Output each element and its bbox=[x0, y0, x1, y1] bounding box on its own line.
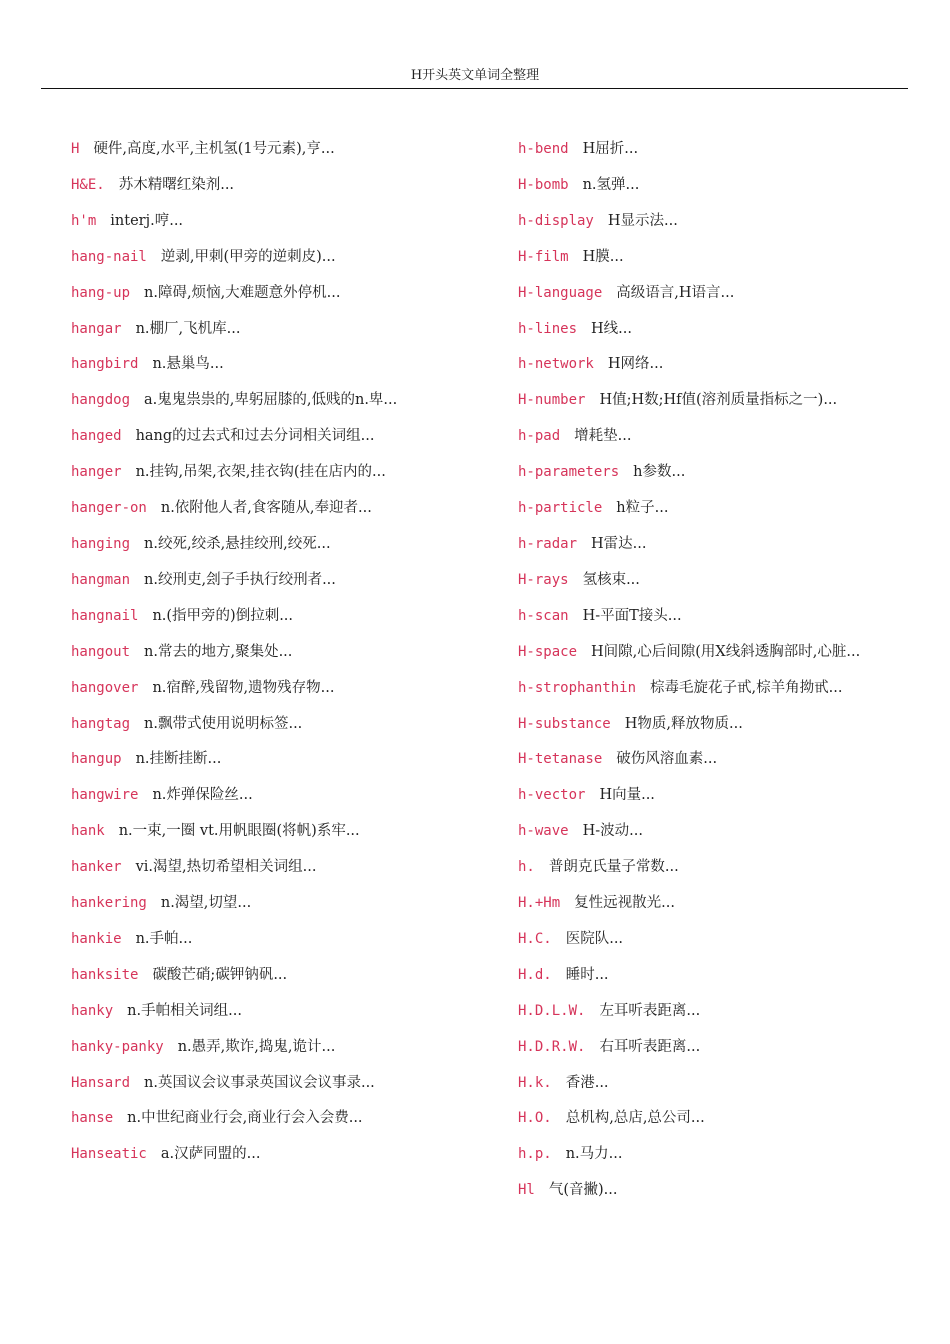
dictionary-entry bbox=[53, 312, 423, 348]
entry-term: hangup bbox=[71, 751, 122, 768]
page-header-title: H开头英文单词全整理 bbox=[410, 68, 540, 83]
entry-term: h-network bbox=[518, 356, 594, 373]
entry-definition: H屈折... bbox=[582, 141, 639, 157]
entry-definition: n.手帕相关词组... bbox=[127, 1002, 242, 1019]
entry-definition: 高级语言,H语言... bbox=[616, 284, 735, 301]
entry-definition: 香港... bbox=[565, 1074, 609, 1091]
entry-definition: 右耳听表距离... bbox=[599, 1038, 701, 1055]
entry-definition: hang的过去式和过去分词相关词组... bbox=[135, 428, 375, 445]
dictionary-entry bbox=[53, 671, 423, 707]
dictionary-entry bbox=[500, 383, 900, 419]
entry-term: h-vector bbox=[518, 787, 586, 804]
dictionary-entry bbox=[53, 132, 423, 168]
entry-term: hangman bbox=[71, 571, 131, 588]
entry-term: hangover bbox=[71, 679, 139, 696]
dictionary-entry bbox=[500, 994, 900, 1030]
entry-definition: n.悬巢鸟... bbox=[152, 356, 224, 373]
entry-term: hanger bbox=[71, 464, 122, 481]
entry-definition: 医院队... bbox=[565, 930, 624, 947]
entry-term: H.D.L.W. bbox=[518, 1002, 586, 1019]
entry-definition: n.英国议会议事录英国议会议事录... bbox=[144, 1074, 375, 1091]
dictionary-entry bbox=[500, 1137, 900, 1173]
entry-term: h'm bbox=[71, 212, 97, 229]
dictionary-entry bbox=[53, 778, 423, 814]
dictionary-entry bbox=[53, 994, 423, 1030]
dictionary-entry bbox=[500, 204, 900, 240]
entry-term: H-language bbox=[518, 284, 603, 301]
dictionary-entry bbox=[53, 527, 423, 563]
entry-term: h-display bbox=[518, 212, 594, 229]
entry-term: H.O. bbox=[518, 1110, 552, 1127]
dictionary-entry bbox=[53, 240, 423, 276]
entry-definition: n.挂断挂断... bbox=[135, 751, 222, 768]
entry-definition: 苏木精曙红染剂... bbox=[118, 176, 235, 193]
entry-term: H-film bbox=[518, 248, 569, 265]
entry-term: h-bend bbox=[518, 141, 569, 157]
dictionary-entry bbox=[53, 886, 423, 922]
dictionary-entry bbox=[53, 1137, 423, 1173]
entry-definition: interj.哼... bbox=[110, 212, 184, 229]
entry-definition: H间隙,心后间隙(用X线斜透胸部时,心脏... bbox=[591, 643, 861, 660]
dictionary-entry bbox=[53, 1101, 423, 1137]
dictionary-entry bbox=[500, 814, 900, 850]
entry-term: hangout bbox=[71, 643, 131, 660]
dictionary-entry bbox=[500, 671, 900, 707]
dictionary-entry bbox=[53, 814, 423, 850]
entry-definition: n.(指甲旁的)倒拉刺... bbox=[152, 607, 294, 624]
entry-term: h-particle bbox=[518, 500, 603, 517]
dictionary-entry bbox=[500, 563, 900, 599]
dictionary-entry bbox=[53, 419, 423, 455]
dictionary-entry bbox=[500, 419, 900, 455]
dictionary-entry bbox=[500, 347, 900, 383]
entry-definition: H网络... bbox=[607, 356, 664, 373]
dictionary-entry bbox=[53, 958, 423, 994]
dictionary-entry bbox=[53, 742, 423, 778]
entry-definition: n.手帕... bbox=[135, 930, 193, 947]
entry-definition: 气(音撇)... bbox=[548, 1182, 618, 1199]
dictionary-entry bbox=[500, 312, 900, 348]
dictionary-entry bbox=[500, 886, 900, 922]
dictionary-entry bbox=[500, 491, 900, 527]
entry-term: Hansard bbox=[71, 1074, 131, 1091]
entry-definition: 复性远视散光... bbox=[574, 895, 675, 912]
entry-term: h. bbox=[518, 859, 535, 876]
entry-term: H.k. bbox=[518, 1074, 552, 1091]
entry-definition: vi.渴望,热切希望相关词组... bbox=[135, 859, 317, 876]
entry-definition: H物质,释放物质... bbox=[624, 715, 743, 732]
dictionary-entry bbox=[500, 742, 900, 778]
entry-definition: n.宿醉,残留物,遗物残存物... bbox=[152, 679, 335, 696]
entry-term: hangbird bbox=[71, 356, 139, 373]
entry-definition: n.飘带式使用说明标签... bbox=[144, 715, 303, 732]
entry-definition: n.渴望,切望... bbox=[160, 895, 252, 912]
dictionary-entry bbox=[53, 455, 423, 491]
dictionary-entry bbox=[500, 958, 900, 994]
dictionary-entry bbox=[500, 707, 900, 743]
dictionary-entry bbox=[500, 1066, 900, 1102]
dictionary-entry bbox=[500, 850, 900, 886]
entry-definition: 逆剥,甲刺(甲旁的逆刺皮)... bbox=[160, 248, 336, 265]
entry-definition: n.依附他人者,食客随从,奉迎者... bbox=[160, 500, 372, 517]
entry-term: hanse bbox=[71, 1110, 114, 1127]
dictionary-entry bbox=[53, 491, 423, 527]
entry-definition: n.挂钩,吊架,衣架,挂衣钩(挂在店内的... bbox=[135, 464, 386, 481]
entry-definition: a.鬼鬼祟祟的,卑躬屈膝的,低贱的n.卑... bbox=[144, 392, 398, 409]
entry-definition: n.愚弄,欺诈,捣鬼,诡计... bbox=[177, 1038, 336, 1055]
dictionary-entry bbox=[53, 707, 423, 743]
entry-term: hangar bbox=[71, 320, 122, 337]
entry-term: hanged bbox=[71, 428, 122, 445]
entry-definition: n.氢弹... bbox=[582, 176, 640, 193]
entry-term: h.p. bbox=[518, 1146, 552, 1163]
entry-definition: 氢核束... bbox=[582, 571, 640, 588]
dictionary-entry bbox=[53, 383, 423, 419]
dictionary-entry bbox=[53, 276, 423, 312]
entry-term: hangwire bbox=[71, 787, 139, 804]
dictionary-entry bbox=[500, 1101, 900, 1137]
dictionary-entry bbox=[500, 276, 900, 312]
entry-definition: H雷达... bbox=[591, 535, 647, 552]
entry-definition: H-波动... bbox=[582, 823, 643, 840]
entry-term: H-tetanase bbox=[518, 751, 603, 768]
dictionary-entry bbox=[53, 635, 423, 671]
entry-term: hang-up bbox=[71, 284, 131, 301]
entry-definition: 碳酸芒硝;碳钾钠矾... bbox=[152, 966, 288, 983]
entry-term: H bbox=[71, 141, 80, 157]
dictionary-entry bbox=[53, 1030, 423, 1066]
dictionary-entry bbox=[500, 778, 900, 814]
entry-term: hanger-on bbox=[71, 500, 147, 517]
dictionary-entry bbox=[53, 850, 423, 886]
dictionary-entry bbox=[53, 563, 423, 599]
entry-definition: 棕毒毛旋花子甙,棕羊角拗甙... bbox=[650, 679, 843, 696]
entry-term: H.C. bbox=[518, 930, 552, 947]
left-column bbox=[53, 132, 423, 1173]
entry-definition: H向量... bbox=[599, 787, 655, 804]
entry-definition: 左耳听表距离... bbox=[599, 1002, 701, 1019]
entry-term: H.D.R.W. bbox=[518, 1038, 586, 1055]
dictionary-entry bbox=[53, 168, 423, 204]
dictionary-entry bbox=[53, 922, 423, 958]
entry-term: hanksite bbox=[71, 966, 139, 983]
entry-term: hank bbox=[71, 823, 105, 840]
entry-definition: n.绞刑吏,刽子手执行绞刑者... bbox=[144, 571, 336, 588]
dictionary-entry bbox=[53, 204, 423, 240]
dictionary-entry bbox=[500, 922, 900, 958]
entry-definition: H值;H数;Hf值(溶剂质量指标之一)... bbox=[599, 392, 838, 409]
entry-definition: h粒子... bbox=[616, 500, 669, 517]
entry-definition: h参数... bbox=[633, 464, 686, 481]
entry-definition: 总机构,总店,总公司... bbox=[565, 1110, 705, 1127]
entry-term: hangtag bbox=[71, 715, 131, 732]
entry-term: H-rays bbox=[518, 571, 569, 588]
entry-definition: n.绞死,绞杀,悬挂绞刑,绞死... bbox=[144, 535, 331, 552]
entry-term: h-scan bbox=[518, 607, 569, 624]
entry-term: hanker bbox=[71, 859, 122, 876]
entry-term: H.d. bbox=[518, 966, 552, 983]
dictionary-entry bbox=[500, 455, 900, 491]
entry-term: h-wave bbox=[518, 823, 569, 840]
entry-definition: n.马力... bbox=[565, 1146, 623, 1163]
entry-term: h-radar bbox=[518, 535, 578, 552]
dictionary-entry bbox=[500, 1030, 900, 1066]
entry-definition: n.常去的地方,聚集处... bbox=[144, 643, 293, 660]
entry-term: H.+Hm bbox=[518, 895, 561, 912]
entry-definition: 普朗克氏量子常数... bbox=[548, 859, 679, 876]
entry-term: H-substance bbox=[518, 715, 611, 732]
entry-definition: 硬件,高度,水平,主机氢(1号元素),亨... bbox=[93, 141, 335, 157]
entry-definition: n.障碍,烦恼,大难题意外停机... bbox=[144, 284, 341, 301]
entry-term: hang-nail bbox=[71, 248, 147, 265]
entry-definition: H-平面T接头... bbox=[582, 607, 682, 624]
entry-definition: 睡时... bbox=[565, 966, 609, 983]
dictionary-entry bbox=[500, 240, 900, 276]
entry-term: hanky-panky bbox=[71, 1038, 164, 1055]
entry-term: H-number bbox=[518, 392, 586, 409]
entry-term: hanging bbox=[71, 535, 131, 552]
entry-definition: n.棚厂,飞机库... bbox=[135, 320, 241, 337]
dictionary-entry bbox=[500, 1173, 900, 1209]
entry-term: h-lines bbox=[518, 320, 578, 337]
entry-term: h-strophanthin bbox=[518, 679, 637, 696]
dictionary-entry bbox=[500, 168, 900, 204]
dictionary-entry bbox=[53, 1066, 423, 1102]
entry-term: Hanseatic bbox=[71, 1146, 147, 1163]
entry-definition: H线... bbox=[591, 320, 632, 337]
entry-term: H&E. bbox=[71, 176, 105, 193]
entry-term: hangnail bbox=[71, 607, 139, 624]
entry-term: H-space bbox=[518, 643, 578, 660]
entry-definition: n.中世纪商业行会,商业行会入会费... bbox=[127, 1110, 363, 1127]
entry-definition: 增耗垫... bbox=[574, 428, 632, 445]
entry-term: hanky bbox=[71, 1002, 114, 1019]
entry-term: Hl bbox=[518, 1182, 535, 1199]
entry-definition: n.一束,一圈 vt.用帆眼圈(将帆)系牢... bbox=[118, 823, 360, 840]
header-divider bbox=[41, 88, 908, 89]
right-column bbox=[500, 132, 900, 1209]
entry-definition: a.汉萨同盟的... bbox=[160, 1146, 261, 1163]
entry-definition: 破伤风溶血素... bbox=[616, 751, 718, 768]
entry-term: hangdog bbox=[71, 392, 131, 409]
dictionary-entry bbox=[500, 635, 900, 671]
dictionary-entry bbox=[53, 599, 423, 635]
dictionary-entry bbox=[500, 132, 900, 168]
entry-definition: H显示法... bbox=[607, 212, 678, 229]
entry-term: h-pad bbox=[518, 428, 561, 445]
entry-definition: n.炸弹保险丝... bbox=[152, 787, 253, 804]
entry-definition: H膜... bbox=[582, 248, 624, 265]
dictionary-entry bbox=[500, 527, 900, 563]
entry-term: h-parameters bbox=[518, 464, 620, 481]
entry-term: hankie bbox=[71, 930, 122, 947]
dictionary-entry bbox=[500, 599, 900, 635]
entry-term: hankering bbox=[71, 895, 147, 912]
entry-term: H-bomb bbox=[518, 176, 569, 193]
dictionary-entry bbox=[53, 347, 423, 383]
